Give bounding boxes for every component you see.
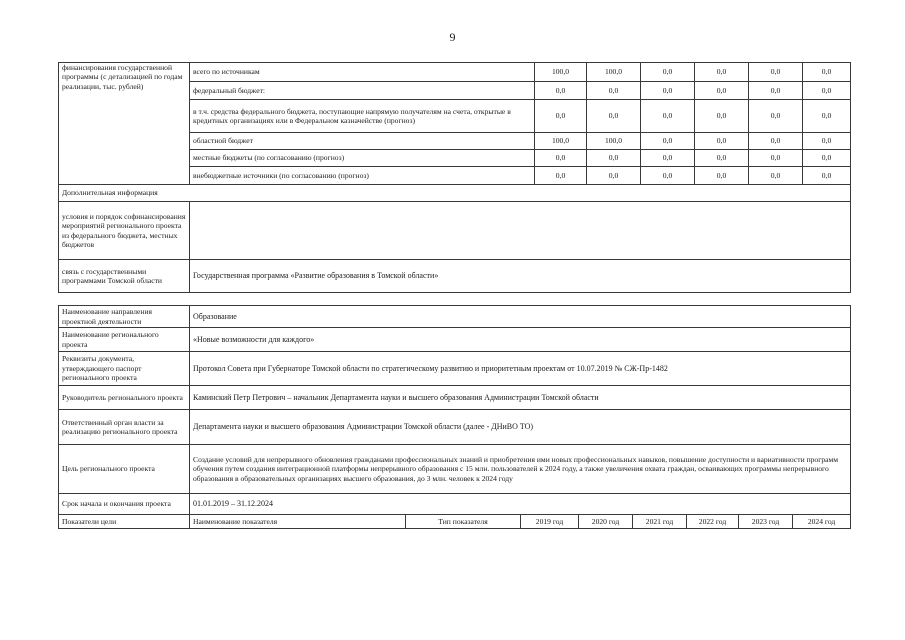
direction-row xyxy=(59,306,851,328)
goal-label: Цель регионального проекта xyxy=(59,445,190,494)
funding-value: 0,0 xyxy=(641,167,695,185)
funding-value: 0,0 xyxy=(749,133,803,150)
funding-source-name: областной бюджет xyxy=(190,133,535,150)
year-header: 2021 год xyxy=(633,515,687,529)
additional-info-row xyxy=(59,185,851,202)
funding-value: 0,0 xyxy=(749,167,803,185)
funding-table xyxy=(58,62,851,293)
funding-value: 0,0 xyxy=(587,82,641,100)
funding-value: 0,0 xyxy=(695,150,749,167)
project-name-row xyxy=(59,328,851,352)
project-table xyxy=(58,305,851,529)
funding-value: 0,0 xyxy=(535,167,587,185)
term-label: Срок начала и окончания проекта xyxy=(59,494,190,515)
year-header: 2024 год xyxy=(793,515,851,529)
year-header: 2019 год xyxy=(521,515,579,529)
additional-info-heading: Дополнительная информация xyxy=(59,185,851,202)
program-link-value: Государственная программа «Развитие образования в Томской области» xyxy=(190,260,851,293)
funding-value: 0,0 xyxy=(749,150,803,167)
funding-value: 0,0 xyxy=(695,167,749,185)
funding-value: 0,0 xyxy=(803,133,851,150)
funding-value: 100,0 xyxy=(587,63,641,82)
funding-value: 0,0 xyxy=(803,150,851,167)
funding-value: 0,0 xyxy=(641,133,695,150)
year-header: 2020 год xyxy=(579,515,633,529)
funding-value: 0,0 xyxy=(695,100,749,133)
funding-value: 100,0 xyxy=(535,63,587,82)
funding-value: 100,0 xyxy=(587,133,641,150)
funding-source-name: в т.ч. средства федерального бюджета, поступающие напрямую получателям на счета, открытые в кредитных организациях или в Федеральном казначействе (прогноз) xyxy=(190,100,535,133)
funding-value: 0,0 xyxy=(803,63,851,82)
project-head-value: Каминский Петр Петрович – начальник Департамента науки и высшего образования Администрации Томской области xyxy=(190,386,851,410)
funding-value: 100,0 xyxy=(535,133,587,150)
funding-value: 0,0 xyxy=(803,82,851,100)
funding-value: 0,0 xyxy=(803,100,851,133)
funding-value: 0,0 xyxy=(749,100,803,133)
funding-value: 0,0 xyxy=(535,150,587,167)
responsible-org-value: Департамента науки и высшего образования Администрации Томской области (далее - ДНиВО ТО) xyxy=(190,410,851,445)
term-row xyxy=(59,494,851,515)
funding-value: 0,0 xyxy=(641,150,695,167)
funding-source-name: внебюджетные источники (по согласованию (прогноз) xyxy=(190,167,535,185)
funding-value: 0,0 xyxy=(535,82,587,100)
funding-value: 0,0 xyxy=(641,100,695,133)
funding-value: 0,0 xyxy=(695,63,749,82)
indicator-name-header: Наименование показателя xyxy=(190,515,406,529)
cofinancing-row xyxy=(59,202,851,260)
funding-value: 0,0 xyxy=(641,63,695,82)
direction-label: Наименование направления проектной деятельности xyxy=(59,306,190,328)
responsible-org-label: Ответственный орган власти за реализацию регионального проекта xyxy=(59,410,190,445)
project-head-label: Руководитель регионального проекта xyxy=(59,386,190,410)
indicators-label: Показатели цели xyxy=(59,515,190,529)
funding-value: 0,0 xyxy=(749,63,803,82)
indicators-header-row xyxy=(59,515,851,529)
indicator-type-header: Тип показателя xyxy=(406,515,521,529)
page-number: 9 xyxy=(449,30,456,44)
program-link-label: связь с государственными программами Томской области xyxy=(59,260,190,293)
funding-value: 0,0 xyxy=(587,150,641,167)
funding-source-name: местные бюджеты (по согласованию (прогноз) xyxy=(190,150,535,167)
project-name-value: «Новые возможности для каждого» xyxy=(190,328,851,352)
project-name-label: Наименование регионального проекта xyxy=(59,328,190,352)
funding-value: 0,0 xyxy=(695,82,749,100)
funding-value: 0,0 xyxy=(587,167,641,185)
funding-value: 0,0 xyxy=(749,82,803,100)
year-header: 2023 год xyxy=(739,515,793,529)
funding-value: 0,0 xyxy=(587,100,641,133)
funding-row-total xyxy=(59,63,851,82)
funding-value: 0,0 xyxy=(803,167,851,185)
funding-value: 0,0 xyxy=(641,82,695,100)
program-link-row xyxy=(59,260,851,293)
responsible-org-row xyxy=(59,410,851,445)
cofinancing-label: условия и порядок софинансирования мероприятий регионального проекта из федерального бюджета, местных бюджетов xyxy=(59,202,190,260)
funding-source-name: всего по источникам xyxy=(190,63,535,82)
direction-value: Образование xyxy=(190,306,851,328)
funding-source-name: федеральный бюджет: xyxy=(190,82,535,100)
document-label: Реквизиты документа, утверждающего паспорт регионального проекта xyxy=(59,352,190,386)
goal-row xyxy=(59,445,851,494)
funding-value: 0,0 xyxy=(535,100,587,133)
goal-value: Создание условий для непрерывного обновления гражданами профессиональных знаний и приобретения ими новых профессиональных навыков, повышение доступности и вариативности программ обучения путем создания интеграционной платформы непрерывного образования с 15 млн. пользователей к 2024 году, а также увеличения охвата граждан, осваивающих программы непрерывного образования в образовательных организациях высшего образования, до 3 млн. человек к 2024 году xyxy=(190,445,851,494)
term-value: 01.01.2019 – 31.12.2024 xyxy=(190,494,851,515)
year-header: 2022 год xyxy=(687,515,739,529)
document-row xyxy=(59,352,851,386)
document-value: Протокол Совета при Губернаторе Томской области по стратегическому развитию и приоритетным проектам от 10.07.2019 № СЖ-Пр-1482 xyxy=(190,352,851,386)
funding-value: 0,0 xyxy=(695,133,749,150)
funding-label: финансирования государственной программы (с детализацией по годам реализации, тыс. рублей) xyxy=(59,63,190,185)
project-head-row xyxy=(59,386,851,410)
cofinancing-value xyxy=(190,202,851,260)
